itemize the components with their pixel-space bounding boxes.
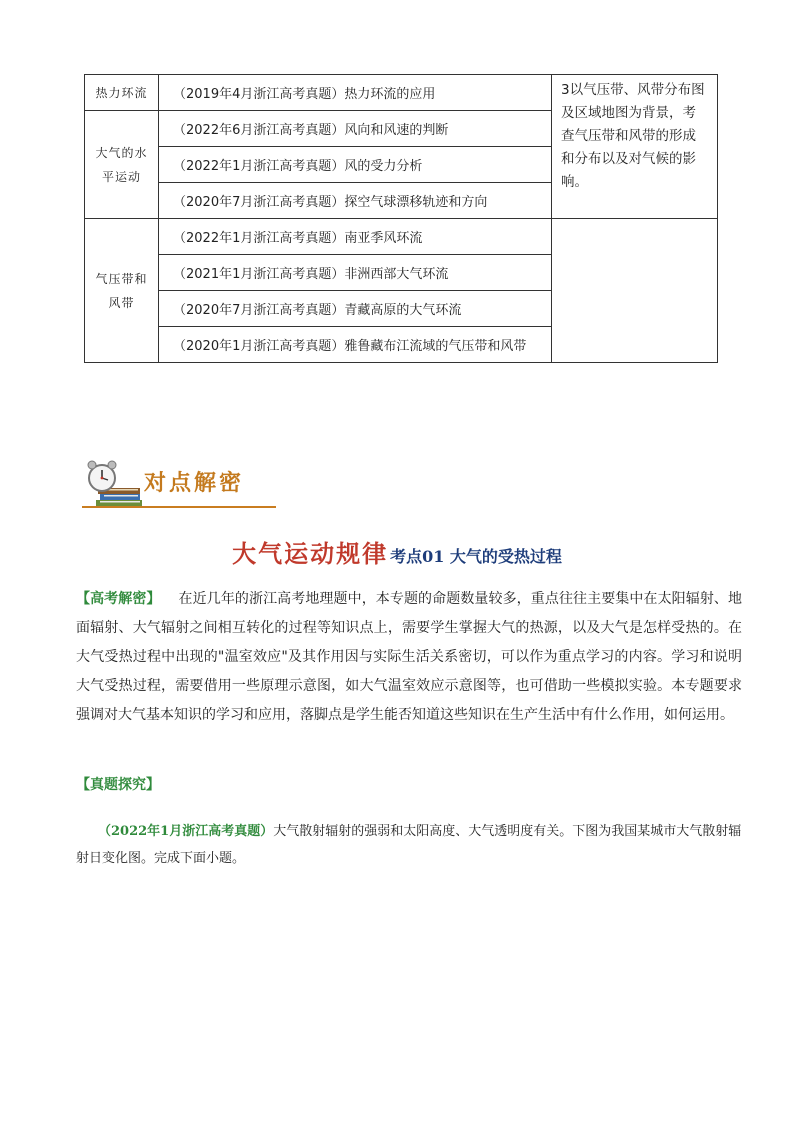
section-tag: 【真题探究】 bbox=[76, 777, 160, 793]
topic-cell: （2020年7月浙江高考真题）探空气球漂移轨迹和方向 bbox=[159, 183, 552, 219]
intro-text: 在近几年的浙江高考地理题中，本专题的命题数量较多，重点往往主要集中在太阳辐射、地面辐射、大气辐射之间相互转化的过程等知识点上，需要学生掌握大气的热源，以及大气是怎样受热的。在大气受热过程中出现的"温室效应"及其作用因与实际生活关系密切，可以作为重点学习的内容。学习和说明大气受热过程，需要借用一些原理示意图，如大气温室效应示意图等，也可借助一些模拟实验。本专题要求强调对大气基本知识的学习和应用，落脚点是学生能否知道这些知识在生产生活中有什么作用，如何运用。 bbox=[76, 591, 743, 723]
question-text: 大气散射辐射的强弱和太阳高度、大气透明度有关。下图为我国某城市大气散射辐射日变化图。完成下面小题。 bbox=[76, 824, 742, 866]
alarm-clock-books-icon bbox=[80, 458, 144, 508]
topic-heading bbox=[0, 534, 794, 569]
banner-underline bbox=[82, 506, 276, 508]
topic-cell: （2020年1月浙江高考真题）雅鲁藏布江流域的气压带和风带 bbox=[159, 327, 552, 363]
intro-tag: 【高考解密】 bbox=[76, 591, 161, 607]
question-source: （2022年1月浙江高考真题） bbox=[98, 824, 274, 839]
topic-cell: （2022年1月浙江高考真题）风的受力分析 bbox=[159, 147, 552, 183]
table-row bbox=[85, 75, 718, 111]
question-stem bbox=[76, 818, 742, 872]
banner-label: 对点解密 bbox=[144, 470, 245, 496]
category-cell: 热力环流 bbox=[85, 75, 159, 111]
topic-cell: （2022年1月浙江高考真题）南亚季风环流 bbox=[159, 219, 552, 255]
intro-paragraph bbox=[76, 585, 742, 730]
topic-cell: （2021年1月浙江高考真题）非洲西部大气环流 bbox=[159, 255, 552, 291]
category-cell: 大气的水平运动 bbox=[85, 111, 159, 219]
exam-topics-table bbox=[84, 74, 718, 363]
topic-cell: （2019年4月浙江高考真题）热力环流的应用 bbox=[159, 75, 552, 111]
topic-cell: （2020年7月浙江高考真题）青藏高原的大气环流 bbox=[159, 291, 552, 327]
topic-cell: （2022年6月浙江高考真题）风向和风速的判断 bbox=[159, 111, 552, 147]
note-cell-empty bbox=[552, 219, 718, 363]
heading-main: 大气运动规律 bbox=[232, 539, 389, 568]
note-cell: 3以气压带、风带分布图及区域地图为背景，考查气压带和风带的形成和分布以及对气候的影响。 bbox=[552, 75, 718, 219]
section-banner bbox=[80, 458, 276, 510]
table-row bbox=[85, 219, 718, 255]
category-cell: 气压带和风带 bbox=[85, 219, 159, 363]
heading-sub: 考点01 大气的受热过程 bbox=[390, 547, 562, 566]
